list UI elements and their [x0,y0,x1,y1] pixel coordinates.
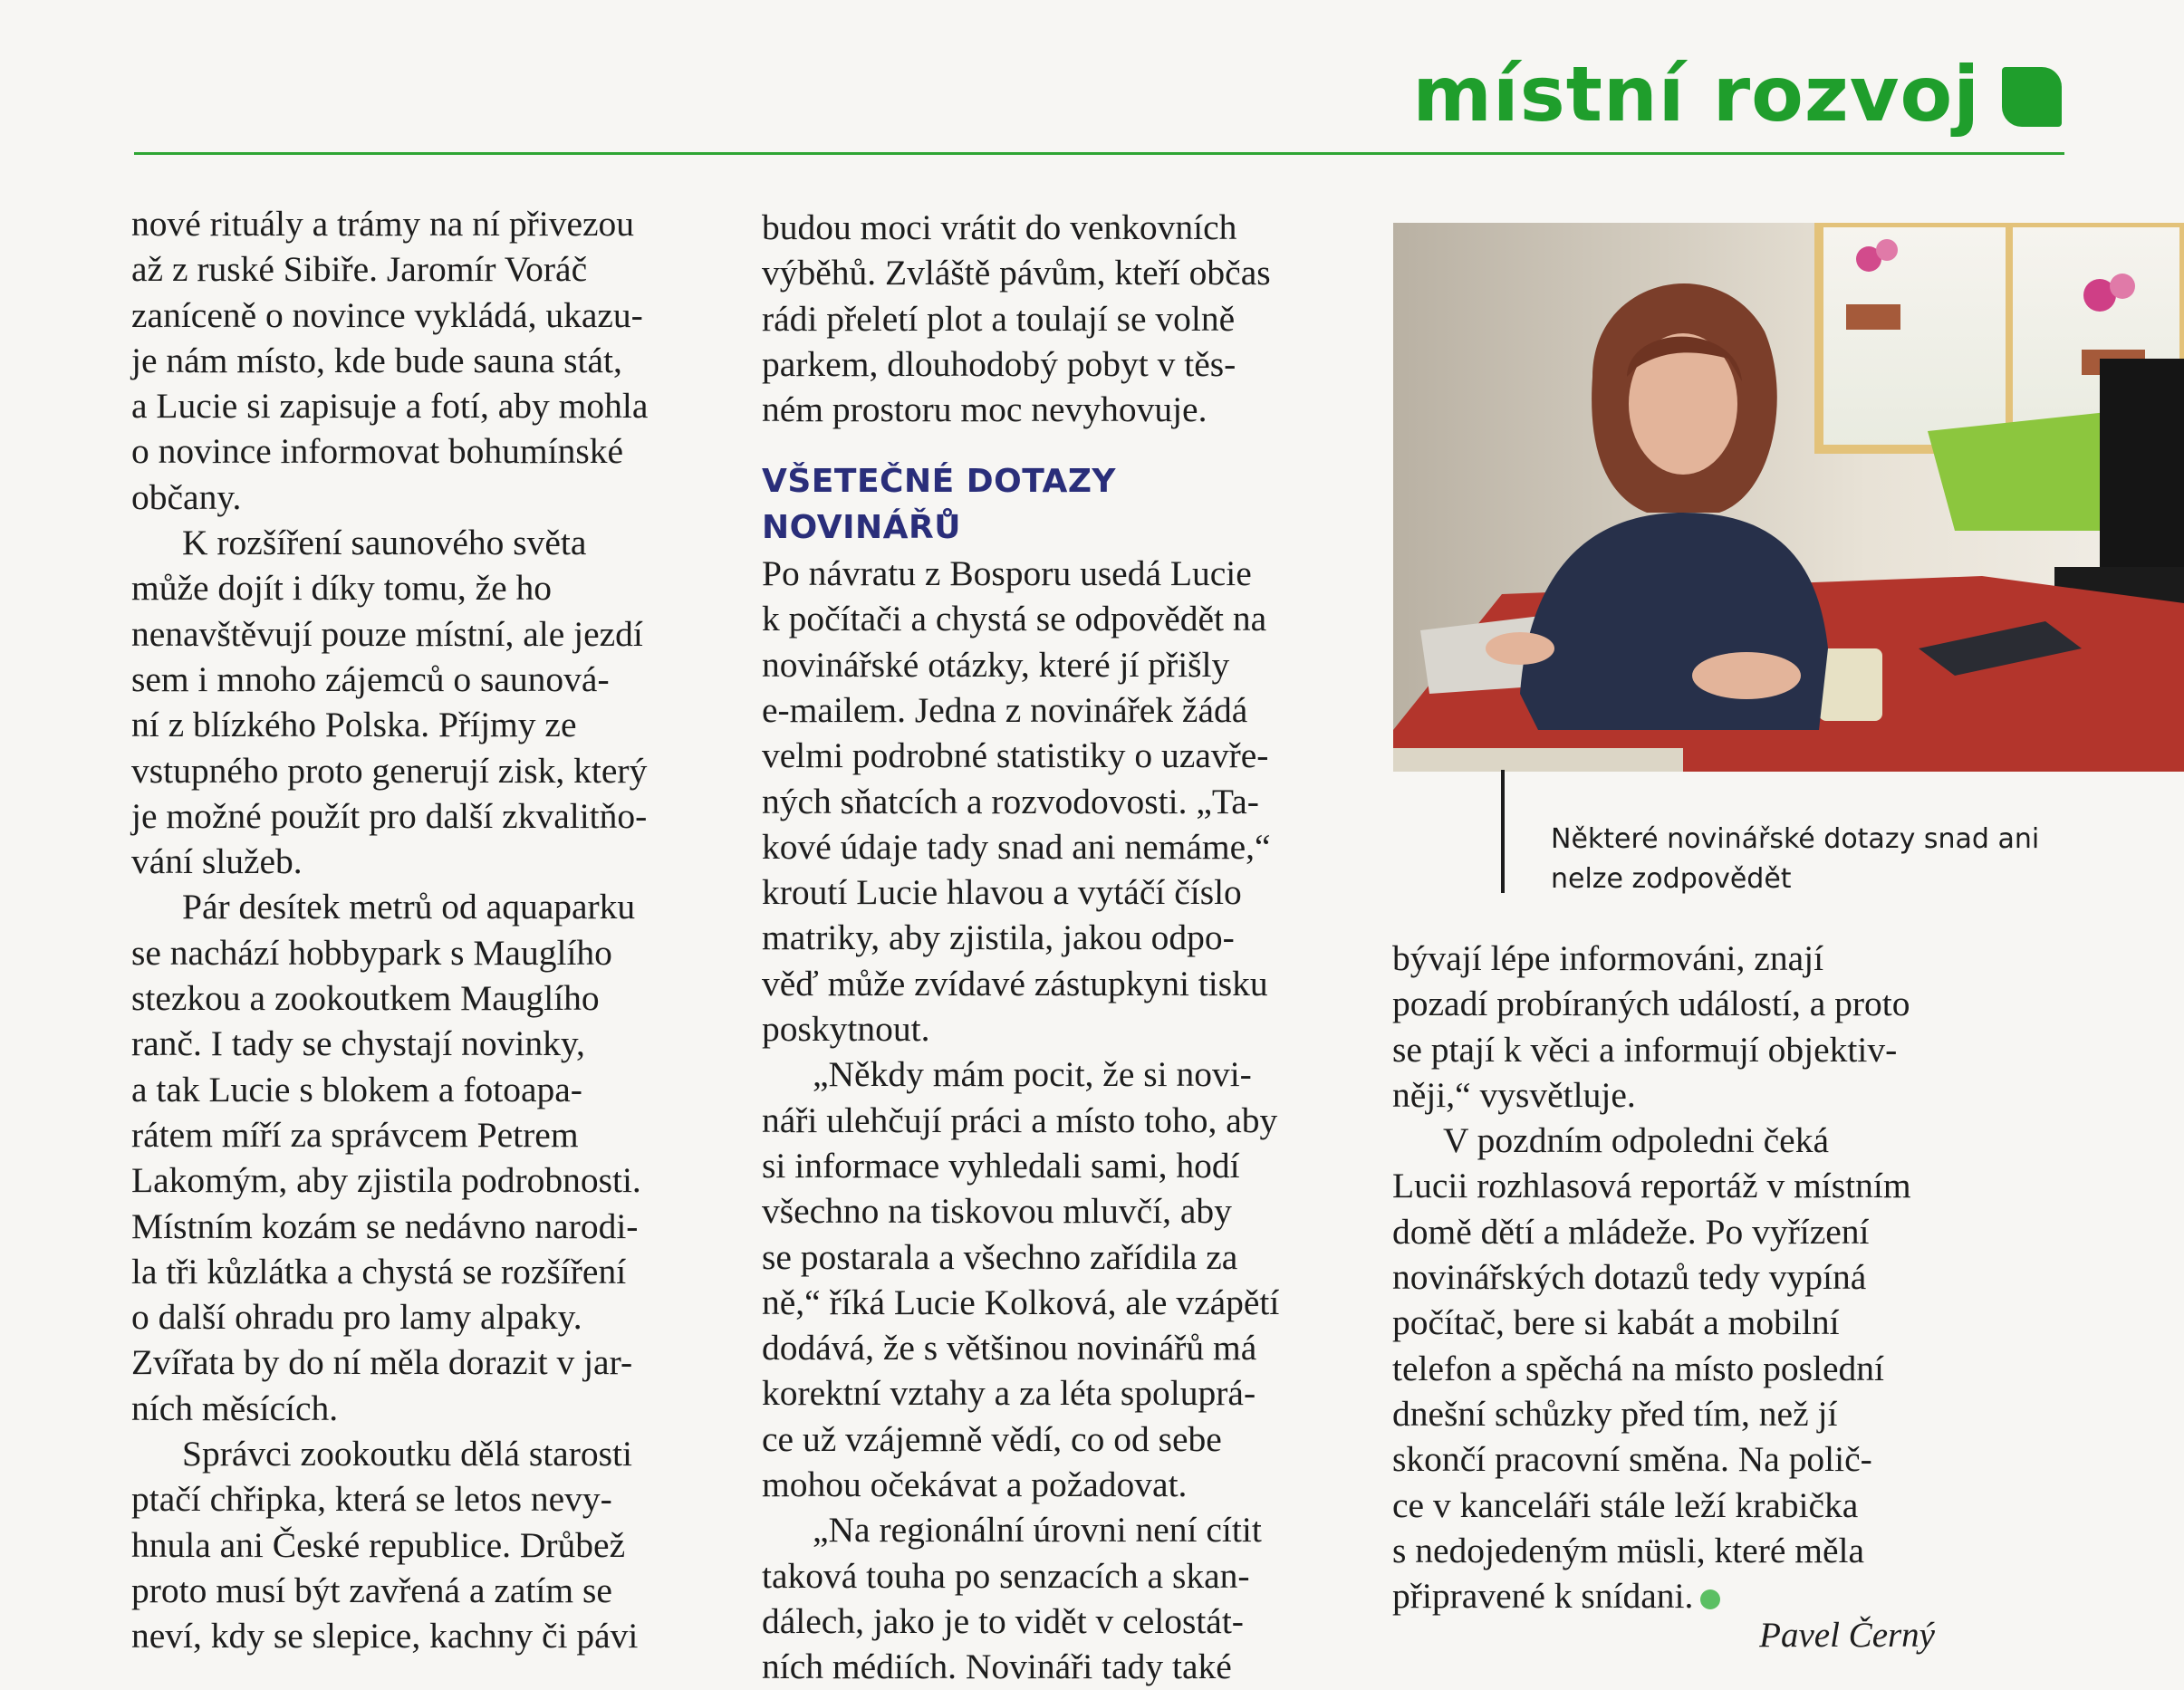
text-line: skončí pracovní směna. Na polič- [1392,1439,1872,1480]
text-line: občany. [131,476,242,517]
text-line: se ptají k věci a informují objektiv- [1392,1029,1898,1070]
text-line: všechno na tiskovou mluvčí, aby [762,1191,1232,1232]
text-line: může dojít i díky tomu, že ho [131,568,553,609]
office-photo [1393,223,2184,772]
text-line: pozadí probíraných událostí, a proto [1392,984,1910,1024]
text-line: náři ulehčují práci a místo toho, aby [762,1099,1278,1140]
text-line: se postarala a všechno zařídila za [762,1236,1238,1277]
text-line: nenavštěvují pouze místní, ale jezdí [131,613,643,654]
text-line: ce v kanceláři stále leží krabička [1392,1484,1859,1525]
article-column-2 [762,205,1314,1690]
section-subheading: VŠETEČNÉ DOTAZY NOVINÁŘŮ [762,463,1116,546]
text-line: k počítači a chystá se odpovědět na [762,599,1267,639]
text-line: stezkou a zookoutkem Mauglího [131,978,600,1019]
text-line: ní z blízkého Polska. Příjmy ze [131,705,577,745]
text-line: Pár desítek metrů od aquaparku [182,887,636,927]
text-line: rádi přeletí plot a toulají se volně [762,298,1236,339]
text-line: novinářských dotazů tedy vypíná [1392,1257,1867,1298]
text-line: vstupného proto generují zisk, který [131,750,648,791]
text-line: ně,“ říká Lucie Kolková, ale vzápětí [762,1282,1280,1322]
text-line: je možné použít pro další zkvalitňo- [131,795,648,836]
text-line: dodává, že s většinou novinářů má [762,1328,1257,1368]
text-line: ptačí chřipka, která se letos nevy- [131,1479,612,1520]
text-line: poskytnout. [762,1009,930,1050]
text-line: ních médiích. Novináři tady také [762,1647,1232,1687]
text-line: Správci zookoutku dělá starosti [182,1434,632,1474]
text-line: K rozšíření saunového světa [182,523,587,563]
text-line: V pozdním odpoledni čeká [1443,1120,1829,1161]
text-line: s nedojedeným müsli, které měla [1392,1530,1865,1570]
text-line: e-mailem. Jedna z novinářek žádá [762,689,1248,730]
text-line: neví, kdy se slepice, kachny či pávi [131,1616,639,1656]
text-line: dnešní schůzky před tím, než jí [1392,1393,1838,1434]
caption-rule [1501,770,1505,893]
text-line: až z ruské Sibiře. Jaromír Voráč [131,249,588,290]
text-line: bývají lépe informováni, znají [1392,938,1824,978]
office-photo-illustration [1393,223,2184,772]
text-line: rátem míří za správcem Petrem [131,1114,579,1155]
text-line: něji,“ vysvětluje. [1392,1074,1636,1115]
text-line: „Na regionální úrovni není cítit [813,1510,1262,1551]
closing-line: připravené k snídani. [1392,1576,1694,1617]
text-line: ranč. I tady se chystají novinky, [131,1023,585,1064]
text-line: o novince informovat bohumínské [131,431,624,472]
text-line: novinářské otázky, které jí přišly [762,644,1230,685]
section-title: místní rozvoj [1412,50,1980,139]
text-line: Lucii rozhlasová reportáž v místním [1392,1166,1911,1206]
text-line: velmi podrobné statistiky o uzavře- [762,735,1269,776]
text-line: se nachází hobbypark s Mauglího [131,932,612,973]
text-line: telefon a spěchá na místo poslední [1392,1348,1884,1388]
text-line: matriky, aby zjistila, jakou odpo- [762,917,1235,958]
text-line: vání služeb. [131,841,303,882]
text-line: hnula ani České republice. Drůbež [131,1524,626,1565]
text-line: ném prostoru moc nevyhovuje. [762,389,1207,430]
text-line: si informace vyhledali sami, hodí [762,1145,1240,1186]
header-rule [134,152,2064,155]
end-mark-icon [1700,1589,1720,1609]
article-column-3 [1392,936,1990,1618]
text-line: Lakomým, aby zjistila podrobnosti. [131,1160,641,1201]
text-line: kové údaje tady snad ani nemáme,“ [762,826,1271,867]
text-line: ce už vzájemně vědí, co od sebe [762,1418,1222,1459]
text-line: la tři kůzlátka a chystá se rozšíření [131,1251,627,1292]
photo-caption: Některé novinářské dotazy snad ani nelze zodpovědět [1551,823,2040,895]
text-line: a tak Lucie s blokem a fotoapa- [131,1069,582,1109]
text-line [1392,1573,1990,1618]
text-line: mohou očekávat a požadovat. [762,1464,1188,1505]
text-line: korektní vztahy a za léta spoluprá- [762,1373,1256,1414]
text-line: je nám místo, kde bude sauna stát, [131,340,622,380]
text-line: nové rituály a trámy na ní přivezou [131,204,635,244]
text-line: ných sňatcích a rozvodovosti. „Ta- [762,781,1259,821]
text-line: a Lucie si zapisuje a fotí, aby mohla [131,386,649,427]
text-line: Zvířata by do ní měla dorazit v jar- [131,1342,633,1383]
text-line: budou moci vrátit do venkovních [762,207,1237,247]
text-line: dálech, jako je to vidět v celostát- [762,1600,1244,1641]
text-line: sem i mnoho zájemců o saunová- [131,658,610,699]
text-line: domě dětí a mládeže. Po vyřízení [1392,1211,1870,1252]
text-line: Po návratu z Bosporu usedá Lucie [762,553,1252,594]
text-line: o další ohradu pro lamy alpaky. [131,1297,582,1338]
article-author: Pavel Černý [1759,1616,1935,1655]
text-line: proto musí být zavřená a zatím se [131,1570,612,1610]
text-line: výběhů. Zvláště pávům, kteří občas [762,253,1271,293]
section-marker-icon [2002,67,2062,127]
text-line: Místním kozám se nedávno narodi- [131,1205,639,1246]
text-line: kroutí Lucie hlavou a vytáčí číslo [762,872,1242,913]
text-line: počítač, bere si kabát a mobilní [1392,1302,1840,1343]
text-line: „Někdy mám pocit, že si novi- [813,1054,1252,1095]
text-line: zaníceně o novince vykládá, ukazu- [131,294,643,335]
text-line: parkem, dlouhodobý pobyt v těs- [762,343,1236,384]
text-line: ních měsících. [131,1388,339,1428]
text-line: věď může zvídavé zástupkyni tisku [762,963,1268,1003]
article-column-1 [131,201,684,1659]
text-line: taková touha po senzacích a skan- [762,1555,1250,1596]
